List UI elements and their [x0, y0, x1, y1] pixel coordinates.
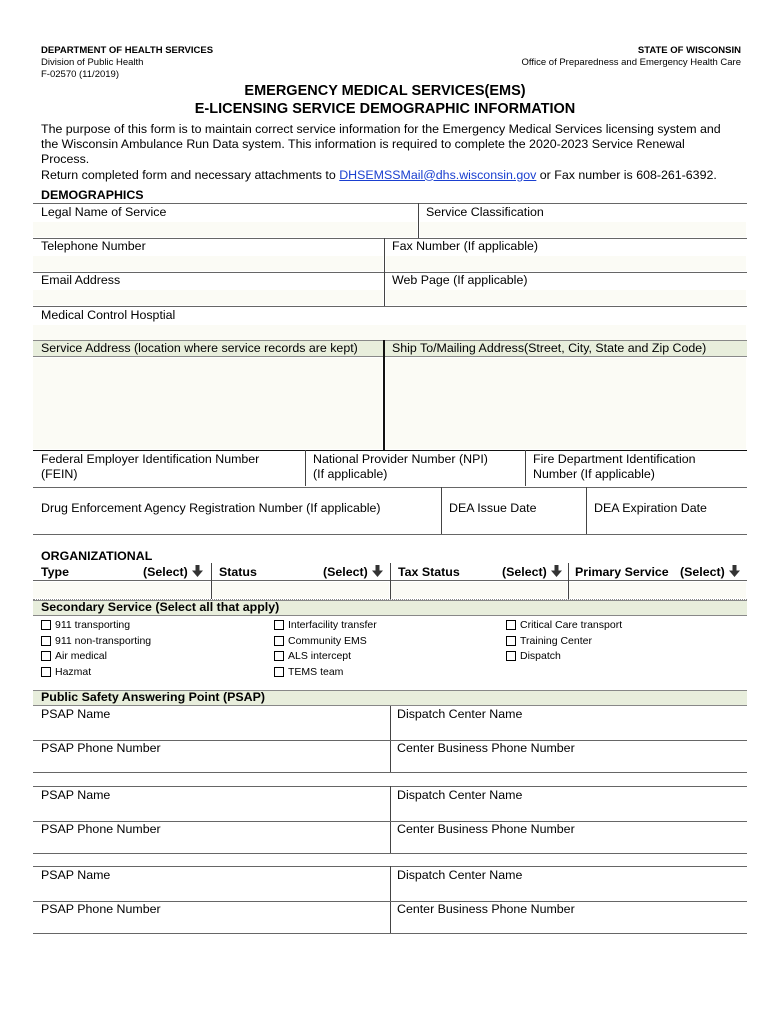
telephone-label: Telephone Number [41, 239, 146, 253]
division-name: Division of Public Health [41, 57, 144, 68]
dea-label: Drug Enforcement Agency Registration Number (If applicable) [41, 501, 381, 515]
mailing-address-input[interactable] [386, 358, 746, 449]
down-arrow-icon [372, 565, 383, 577]
secondary-heading: Secondary Service (Select all that apply) [41, 600, 280, 614]
divider [525, 450, 526, 486]
classification-label: Service Classification [426, 205, 544, 219]
status-label: Status [219, 565, 257, 579]
checkbox-box[interactable] [506, 651, 516, 661]
divider [384, 272, 385, 306]
divider [305, 450, 306, 486]
state-name: STATE OF WISCONSIN [637, 45, 741, 56]
business-phone-label-1: Center Business Phone Number [397, 741, 575, 755]
checkbox-box[interactable] [41, 667, 51, 677]
checkbox-box[interactable] [41, 636, 51, 646]
tax-status-value[interactable] [391, 582, 567, 598]
primary-service-label: Primary Service [575, 565, 669, 579]
status-select[interactable]: (Select) [323, 565, 383, 580]
down-arrow-icon [551, 565, 562, 577]
business-phone-label-2: Center Business Phone Number [397, 822, 575, 836]
tax-status-label: Tax Status [398, 565, 460, 579]
intro-paragraph [41, 122, 741, 183]
checkbox-hazmat[interactable]: Hazmat [41, 665, 151, 679]
intro-line1: The purpose of this form is to maintain correct service information for the Emergency Medical Services licensing system and [41, 122, 721, 136]
checkbox-air-medical[interactable]: Air medical [41, 649, 151, 663]
contact-email-link[interactable]: DHSEMSSMail@dhs.wisconsin.gov [339, 167, 537, 182]
medical-control-label: Medical Control Hosptial [41, 308, 176, 322]
email-label: Email Address [41, 273, 121, 287]
telephone-input[interactable] [33, 256, 383, 271]
psap-name-label-3: PSAP Name [41, 868, 111, 882]
checkbox-box[interactable] [274, 667, 284, 677]
dispatch-center-label-2: Dispatch Center Name [397, 788, 523, 802]
checkbox-911-transporting[interactable]: 911 transporting [41, 618, 151, 632]
medical-control-input[interactable] [33, 325, 746, 340]
dept-name: DEPARTMENT OF HEALTH SERVICES [41, 45, 214, 56]
web-input[interactable] [386, 290, 746, 305]
dispatch-center-label-1: Dispatch Center Name [397, 707, 523, 721]
type-value[interactable] [33, 582, 210, 598]
down-arrow-icon [192, 565, 203, 577]
divider [33, 306, 747, 307]
checkbox-dispatch[interactable]: Dispatch [506, 649, 622, 663]
dea-issue-label: DEA Issue Date [449, 501, 537, 515]
header-left [41, 45, 213, 81]
npi-label: National Provider Number (NPI) (If applicable) [313, 452, 488, 481]
fax-label: Fax Number (If applicable) [392, 239, 538, 253]
header-right [522, 45, 742, 69]
intro-line2: the Wisconsin Ambulance Run Data system. This information is required to complete the 2020-2023 Service Renewal [41, 137, 685, 152]
form-number: F-02570 (11/2019) [41, 69, 119, 80]
intro-line4: Return completed form and necessary attachments to DHSEMSSMail@dhs.wisconsin.gov or Fax number is 608-261-6392. [41, 167, 717, 182]
checkbox-box[interactable] [274, 620, 284, 630]
divider [33, 534, 747, 535]
dea-expiration-label: DEA Expiration Date [594, 501, 707, 515]
divider [390, 786, 391, 853]
organizational-heading: ORGANIZATIONAL [41, 549, 153, 563]
divider [586, 487, 587, 534]
status-value[interactable] [212, 582, 389, 598]
checkbox-tems-team[interactable]: TEMS team [274, 665, 377, 679]
divider [33, 203, 747, 204]
legal-name-input[interactable] [33, 222, 417, 237]
checkbox-als-intercept[interactable]: ALS intercept [274, 649, 377, 663]
divider [33, 450, 747, 451]
form-title-line2: E-LICENSING SERVICE DEMOGRAPHIC INFORMATION [194, 101, 576, 117]
psap-name-label-1: PSAP Name [41, 707, 111, 721]
type-label: Type [41, 565, 69, 579]
checkbox-critical-care[interactable]: Critical Care transport [506, 618, 622, 632]
psap-heading: Public Safety Answering Point (PSAP) [41, 690, 265, 704]
divider [33, 487, 747, 488]
psap-phone-label-2: PSAP Phone Number [41, 822, 161, 836]
psap-phone-label-1: PSAP Phone Number [41, 741, 161, 755]
divider [33, 272, 747, 273]
dispatch-center-label-3: Dispatch Center Name [397, 868, 523, 882]
divider [383, 340, 385, 450]
checkbox-box[interactable] [506, 636, 516, 646]
tax-status-select[interactable]: (Select) [502, 565, 562, 580]
classification-input[interactable] [420, 222, 746, 237]
psap-phone-label-3: PSAP Phone Number [41, 902, 161, 916]
primary-service-value[interactable] [569, 582, 746, 598]
down-arrow-icon [729, 565, 740, 577]
primary-service-select[interactable]: (Select) [680, 565, 740, 580]
psap-name-label-2: PSAP Name [41, 788, 111, 802]
type-select[interactable]: (Select) [143, 565, 203, 580]
secondary-col3 [506, 618, 622, 663]
mailing-address-label: Ship To/Mailing Address(Street, City, State and Zip Code) [392, 341, 707, 355]
divider [390, 706, 391, 772]
divider [33, 772, 747, 773]
checkbox-box[interactable] [41, 651, 51, 661]
service-address-input[interactable] [33, 358, 382, 449]
business-phone-label-3: Center Business Phone Number [397, 902, 575, 916]
fein-label: Federal Employer Identification Number (FEIN) [41, 452, 260, 481]
checkbox-interfacility[interactable]: Interfacility transfer [274, 618, 377, 632]
checkbox-box[interactable] [274, 636, 284, 646]
web-label: Web Page (If applicable) [392, 273, 528, 287]
divider [390, 866, 391, 933]
checkbox-training-center[interactable]: Training Center [506, 634, 622, 648]
email-input[interactable] [33, 290, 383, 305]
secondary-col2 [274, 618, 377, 679]
divider [33, 933, 747, 934]
divider [418, 203, 419, 238]
checkbox-box[interactable] [274, 651, 284, 661]
intro-line3: Process. [41, 152, 90, 167]
form-title-line1: EMERGENCY MEDICAL SERVICES(EMS) [244, 83, 526, 99]
legal-name-label: Legal Name of Service [41, 205, 167, 219]
demographics-heading: DEMOGRAPHICS [41, 188, 144, 202]
divider [441, 487, 442, 534]
fax-input[interactable] [386, 256, 746, 271]
office-name: Office of Preparedness and Emergency Health Care [521, 57, 741, 68]
checkbox-community-ems[interactable]: Community EMS [274, 634, 377, 648]
fire-id-label: Fire Department Identification Number (If applicable) [533, 452, 696, 481]
checkbox-box[interactable] [506, 620, 516, 630]
divider [384, 238, 385, 272]
divider [33, 853, 747, 854]
service-address-label: Service Address (location where service records are kept) [41, 341, 358, 355]
checkbox-box[interactable] [41, 620, 51, 630]
secondary-col1 [41, 618, 151, 679]
checkbox-911-non-transporting[interactable]: 911 non-transporting [41, 634, 151, 648]
